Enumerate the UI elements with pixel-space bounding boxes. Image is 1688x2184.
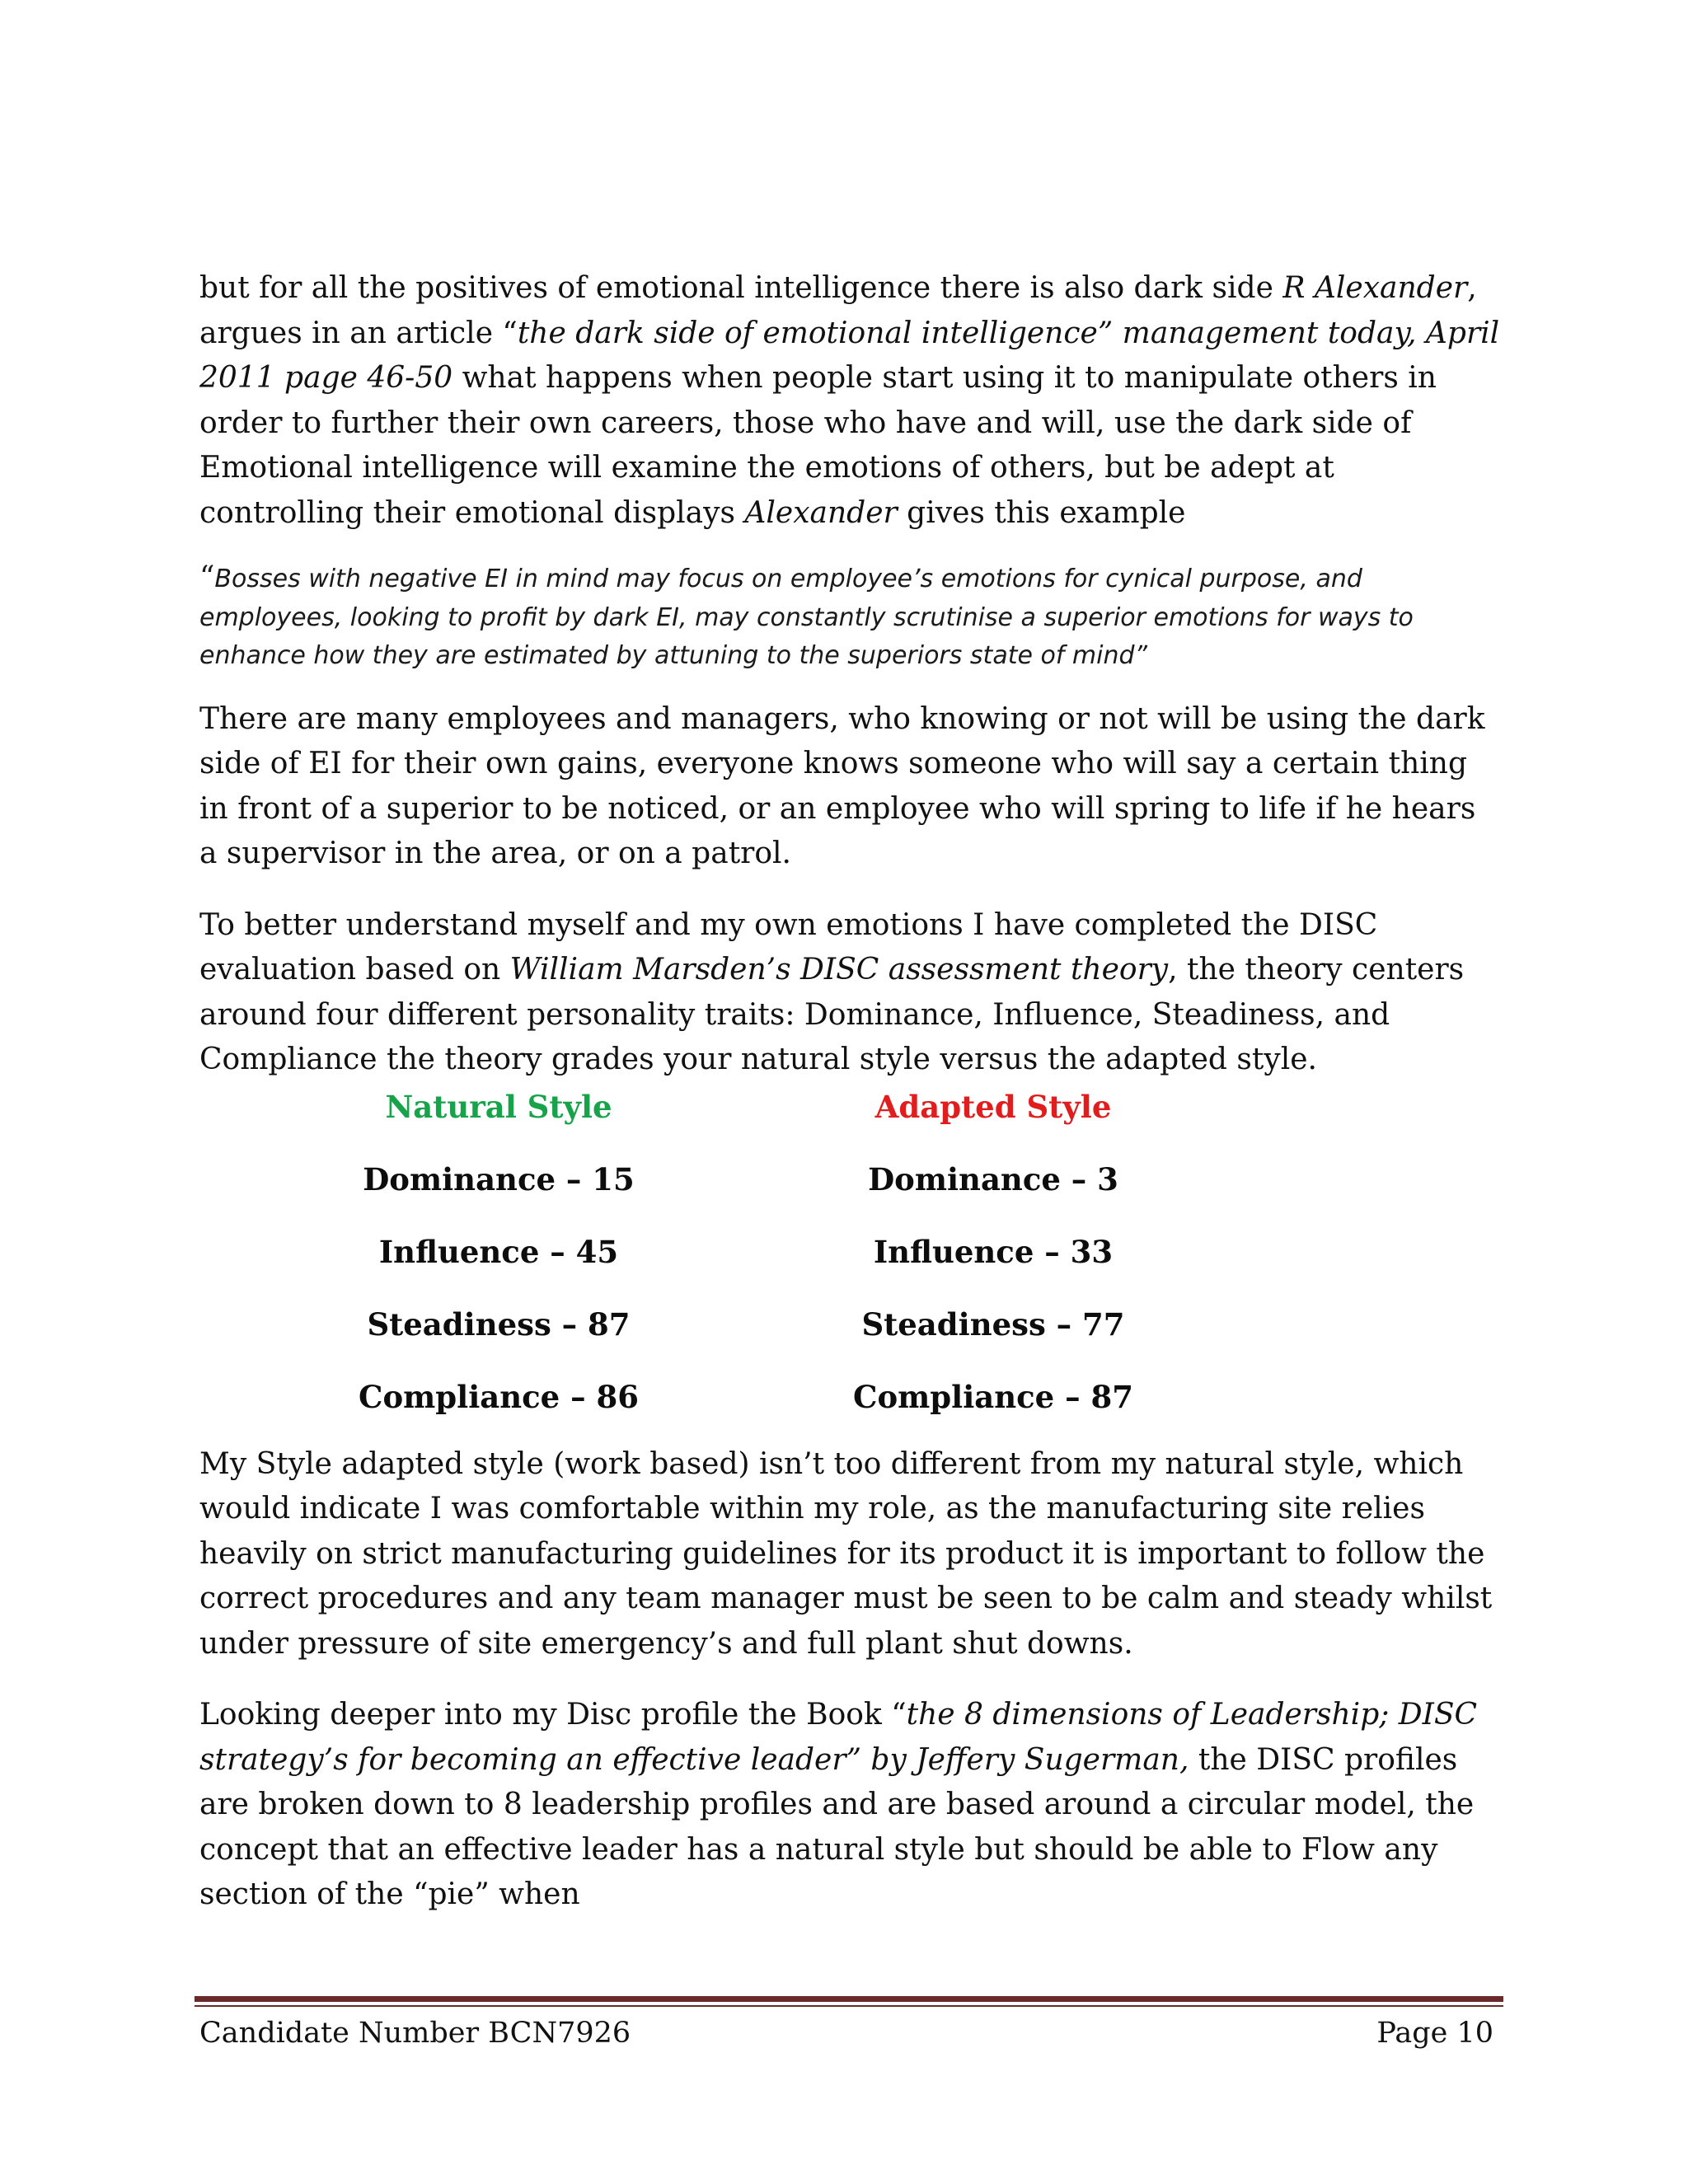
quote-text: Bosses with negative EI in mind may focus on employee’s emotions for cynical purpose, and employees, looking to profit by dark EI, may constantly scrutinise a superior emotions for ways to enhance how they are estimated by attuning to the superiors state of mind” xyxy=(199,565,1414,670)
natural-style-heading: Natural Style xyxy=(385,1088,612,1125)
natural-steadiness: Steadiness – 87 xyxy=(367,1305,631,1343)
paragraph-leadership-profiles xyxy=(199,1693,1502,1918)
block-quote xyxy=(199,559,1502,676)
page-content xyxy=(199,266,1502,1918)
natural-compliance: Compliance – 86 xyxy=(359,1378,639,1415)
footer-page-number: Page 10 xyxy=(1376,2017,1493,2050)
paragraph-dark-ei-employees: There are many employees and managers, who knowing or not will be using the dark side of EI for their own gains, everyone knows someone who will say a certain thing in front of a superior to be noticed, or an employee who will spring to life if he hears a supervisor in the area, or on a patrol. xyxy=(199,701,1485,870)
quote-mark: “ xyxy=(199,560,215,594)
book-citation: the 8 dimensions of Leadership; DISC strategy’s for becoming an effective leader” by Jeffery Sugerman, xyxy=(199,1698,1478,1777)
footer-rule-thin xyxy=(195,2005,1503,2007)
text-run: but for all the positives of emotional intelligence there is also dark side xyxy=(199,271,1283,305)
author-name: R Alexander xyxy=(1282,271,1468,305)
footer-rule xyxy=(195,1996,1503,2002)
disc-scores-table xyxy=(199,1085,1502,1439)
adapted-dominance: Dominance – 3 xyxy=(868,1160,1118,1197)
footer-candidate-number: Candidate Number BCN7926 xyxy=(199,2017,631,2050)
natural-style-column xyxy=(359,1085,639,1447)
text-run: Looking deeper into my Disc profile the Book “ xyxy=(199,1698,907,1732)
paragraph-dark-side-intro xyxy=(199,266,1502,536)
author-name: Alexander xyxy=(744,495,898,530)
text-run: , argues in an article “ xyxy=(199,271,1477,350)
article-citation: the dark side of emotional intelligence” management today, April 2011 page 46-50 xyxy=(199,316,1500,395)
adapted-style-heading: Adapted Style xyxy=(874,1088,1112,1125)
paragraph-disc-evaluation xyxy=(199,903,1502,1083)
text-run: what happens when people start using it to manipulate others in order to further their own careers, those who have and will, use the dark side of Emotional intelligence will examine the emotions of others, but be adept at controlling their emotional displays xyxy=(199,361,1437,530)
text-run: To better understand myself and my own emotions I have completed the DISC evaluation based on xyxy=(199,907,1378,987)
adapted-compliance: Compliance – 87 xyxy=(853,1378,1133,1415)
text-run: gives this example xyxy=(897,495,1186,530)
text-run: the DISC profiles are broken down to 8 leadership profiles and are based around a circular model, the concept that an effective leader has a natural style but should be able to Flow any section of the “pie” when xyxy=(199,1742,1475,1911)
natural-influence: Influence – 45 xyxy=(378,1233,619,1270)
adapted-influence: Influence – 33 xyxy=(873,1233,1114,1270)
adapted-style-column xyxy=(853,1085,1133,1447)
natural-dominance: Dominance – 15 xyxy=(363,1160,635,1197)
theory-citation: William Marsden’s DISC assessment theory xyxy=(509,953,1169,987)
paragraph-style-comparison: My Style adapted style (work based) isn’t too different from my natural style, which would indicate I was comfortable within my role, as the manufacturing site relies heavily on strict manufacturing guidelines for its product it is important to follow the correct procedures and any team manager must be seen to be calm and steady whilst under pressure of site emergency’s and full plant shut downs. xyxy=(199,1446,1493,1661)
adapted-steadiness: Steadiness – 77 xyxy=(861,1305,1125,1343)
text-run: , the theory centers around four different personality traits: Dominance, Influence, Steadiness, and Compliance the theory grades your natural style versus the adapted style. xyxy=(199,953,1465,1076)
